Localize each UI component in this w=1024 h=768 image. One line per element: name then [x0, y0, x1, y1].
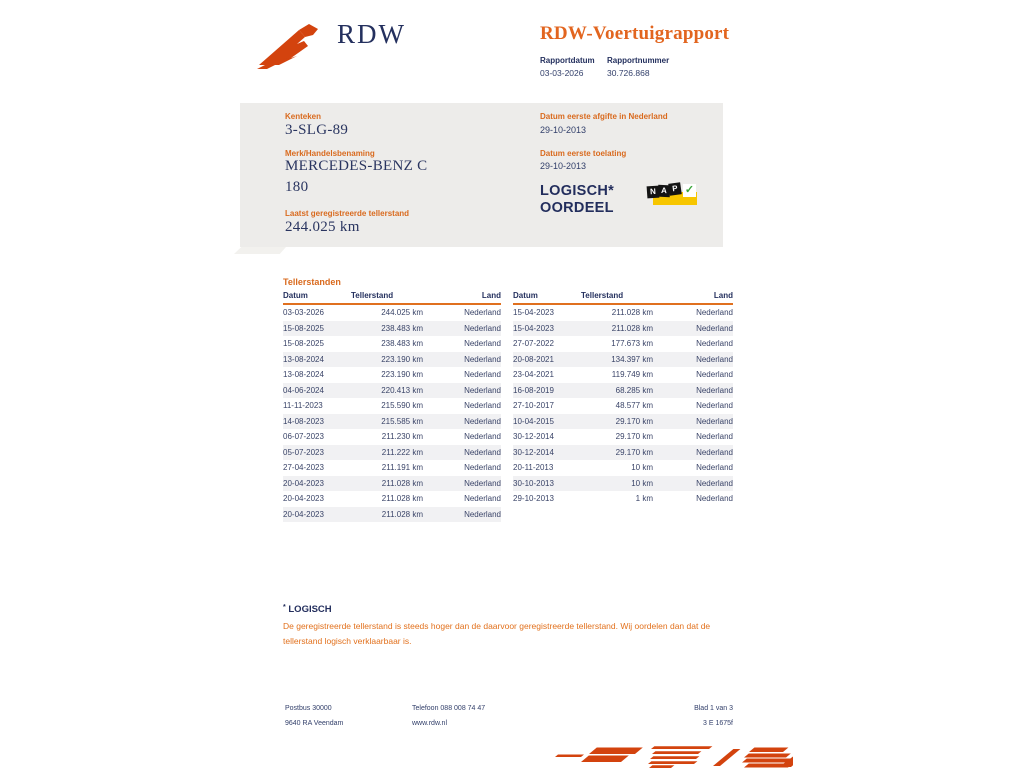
- cell-land: Nederland: [696, 339, 733, 348]
- merk-value: MERCEDES-BENZ C 180: [285, 158, 428, 195]
- table-row: [513, 383, 733, 399]
- col-header-land: Land: [423, 289, 501, 304]
- cell-tellerstand: 68.285 km: [615, 385, 653, 395]
- cell-tellerstand: 244.025 km: [381, 308, 423, 317]
- cell-land: Nederland: [696, 494, 733, 503]
- cell-land: Nederland: [696, 370, 733, 379]
- table-row: [283, 507, 501, 523]
- cell-datum: 05-07-2023: [283, 447, 324, 457]
- cell-tellerstand: 119.749 km: [611, 370, 653, 379]
- cell-tellerstand: 48.577 km: [615, 401, 653, 410]
- footer-address-line2: 9640 RA Veendam: [285, 720, 344, 727]
- cell-datum: 15-08-2025: [283, 323, 324, 333]
- table-header-row: [283, 289, 501, 304]
- report-date-label: Rapportdatum: [540, 56, 595, 65]
- rdw-wing-graphic: [553, 741, 793, 768]
- cell-datum: 27-10-2017: [513, 401, 554, 410]
- cell-datum: 15-08-2025: [283, 339, 324, 348]
- cell-datum: 06-07-2023: [283, 432, 324, 441]
- cell-tellerstand: 211.028 km: [381, 494, 423, 503]
- col-header-tellerstand: Tellerstand: [581, 289, 653, 304]
- cell-tellerstand: 177.673 km: [611, 339, 653, 348]
- cell-land: Nederland: [464, 494, 501, 503]
- cell-tellerstand: 29.170 km: [615, 447, 653, 457]
- table-row: [513, 491, 733, 507]
- eerste-toelating-label: Datum eerste toelating: [540, 149, 627, 158]
- cell-land: Nederland: [464, 308, 501, 317]
- report-title: RDW-Voertuigrapport: [540, 23, 730, 44]
- cell-land: Nederland: [696, 432, 733, 441]
- cell-land: Nederland: [464, 509, 501, 519]
- cell-datum: 29-10-2013: [513, 494, 554, 503]
- cell-datum: 15-04-2023: [513, 308, 554, 317]
- cell-datum: 13-08-2024: [283, 354, 324, 364]
- footer-form-code: 3 E 1675f: [703, 720, 733, 727]
- cell-tellerstand: 220.413 km: [381, 385, 423, 395]
- tellerstanden-table-left: [283, 289, 501, 522]
- nap-logo: [647, 183, 699, 209]
- cell-datum: 20-04-2023: [283, 478, 324, 488]
- cell-land: Nederland: [464, 385, 501, 395]
- cell-datum: 11-11-2023: [283, 401, 323, 410]
- cell-datum: 16-08-2019: [513, 385, 554, 395]
- cell-land: Nederland: [696, 416, 733, 426]
- cell-land: Nederland: [696, 463, 733, 472]
- cell-datum: 20-08-2021: [513, 354, 554, 364]
- cell-datum: 20-04-2023: [283, 494, 324, 503]
- table-row: [283, 460, 501, 476]
- eerste-afgifte-label: Datum eerste afgifte in Nederland: [540, 112, 668, 121]
- report-date-value: 03-03-2026: [540, 68, 584, 78]
- table-row: [283, 414, 501, 430]
- rdw-wordmark: RDW: [337, 19, 406, 49]
- table-row: [513, 476, 733, 492]
- cell-land: Nederland: [464, 323, 501, 333]
- report-number-value: 30.726.868: [607, 68, 650, 78]
- table-row: [513, 445, 733, 461]
- cell-tellerstand: 238.483 km: [381, 323, 423, 333]
- cell-land: Nederland: [696, 354, 733, 364]
- cell-land: Nederland: [464, 370, 501, 379]
- cell-tellerstand: 211.028 km: [611, 308, 653, 317]
- eerste-afgifte-value: 29-10-2013: [540, 125, 587, 135]
- cell-datum: 30-10-2013: [513, 478, 554, 488]
- cell-tellerstand: 211.230 km: [381, 432, 423, 441]
- table-row: [283, 336, 501, 352]
- cell-datum: 20-04-2023: [283, 509, 324, 519]
- cell-land: Nederland: [464, 401, 501, 410]
- tellerstand-label: Laatst geregistreerde tellerstand: [285, 209, 410, 218]
- cell-tellerstand: 215.590 km: [381, 401, 423, 410]
- cell-land: Nederland: [696, 447, 733, 457]
- table-row: [513, 460, 733, 476]
- cell-tellerstand: 1 km: [635, 494, 653, 503]
- col-header-land: Land: [653, 289, 733, 304]
- cell-datum: 27-04-2023: [283, 463, 324, 472]
- cell-land: Nederland: [464, 478, 501, 488]
- col-header-datum: Datum: [283, 289, 351, 304]
- cell-tellerstand: 29.170 km: [615, 416, 653, 426]
- table-header-row: [513, 289, 733, 304]
- table-row: [283, 352, 501, 368]
- cell-land: Nederland: [464, 416, 501, 426]
- cell-land: Nederland: [696, 385, 733, 395]
- cell-land: Nederland: [696, 308, 733, 317]
- cell-datum: 23-04-2021: [513, 370, 554, 379]
- table-row: [513, 304, 733, 321]
- kenteken-label: Kenteken: [285, 112, 322, 121]
- footnote-body: De geregistreerde tellerstand is steeds hoger dan de daarvoor geregistreerde tellerstand. Wij oordelen dan dat de tellerstand logisch verklaarbaar is.: [283, 621, 711, 646]
- cell-datum: 10-04-2015: [513, 416, 554, 426]
- footnote-title-text: LOGISCH: [288, 604, 332, 615]
- cell-datum: 03-03-2026: [283, 308, 324, 317]
- cell-tellerstand: 211.191 km: [381, 463, 423, 472]
- cell-tellerstand: 238.483 km: [381, 339, 423, 348]
- tellerstanden-heading: Tellerstanden: [283, 277, 341, 287]
- footnote-asterisk: *: [283, 604, 286, 611]
- cell-datum: 13-08-2024: [283, 370, 324, 379]
- table-row: [283, 304, 501, 321]
- nap-letter-p: P: [668, 182, 682, 196]
- table-row: [283, 445, 501, 461]
- cell-tellerstand: 211.222 km: [381, 447, 423, 457]
- table-row: [513, 352, 733, 368]
- cell-tellerstand: 10 km: [631, 463, 653, 472]
- nap-letter-n: N: [647, 186, 660, 199]
- table-row: [513, 429, 733, 445]
- cell-tellerstand: 223.190 km: [381, 354, 423, 364]
- cell-tellerstand: 29.170 km: [615, 432, 653, 441]
- cell-land: Nederland: [464, 432, 501, 441]
- cell-land: Nederland: [696, 323, 733, 333]
- cell-land: Nederland: [464, 447, 501, 457]
- footer-address: [285, 701, 343, 731]
- col-header-datum: Datum: [513, 289, 581, 304]
- table-row: [513, 336, 733, 352]
- cell-land: Nederland: [464, 463, 501, 472]
- cell-datum: 30-12-2014: [513, 447, 554, 457]
- cell-tellerstand: 215.585 km: [381, 416, 423, 426]
- table-row: [283, 491, 501, 507]
- merk-label: Merk/Handelsbenaming: [285, 149, 375, 158]
- cell-tellerstand: 211.028 km: [381, 509, 423, 519]
- oordeel-text: [540, 183, 614, 217]
- checkmark-icon: ✓: [684, 184, 695, 196]
- cell-datum: 15-04-2023: [513, 323, 554, 333]
- table-row: [283, 321, 501, 337]
- cell-datum: 14-08-2023: [283, 416, 324, 426]
- cell-tellerstand: 223.190 km: [381, 370, 423, 379]
- footer-address-line1: Postbus 30000: [285, 705, 332, 712]
- footer-phone: Telefoon 088 008 74 47: [412, 705, 486, 712]
- nap-letter-a: A: [658, 185, 671, 198]
- cell-land: Nederland: [696, 401, 733, 410]
- report-number-label: Rapportnummer: [607, 56, 670, 65]
- kenteken-value: 3-SLG-89: [285, 122, 349, 138]
- cell-land: Nederland: [696, 478, 733, 488]
- oordeel-line1: LOGISCH*: [540, 183, 615, 199]
- cell-datum: 30-12-2014: [513, 432, 554, 441]
- rdw-bird-icon: [255, 20, 335, 70]
- cell-land: Nederland: [464, 354, 501, 364]
- cell-tellerstand: 134.397 km: [611, 354, 653, 364]
- eerste-toelating-value: 29-10-2013: [540, 161, 587, 171]
- table-row: [513, 398, 733, 414]
- oordeel-line2: OORDEEL: [540, 200, 614, 216]
- table-row: [283, 398, 501, 414]
- cell-datum: 04-06-2024: [283, 385, 324, 395]
- table-row: [283, 429, 501, 445]
- cell-land: Nederland: [464, 339, 501, 348]
- cell-datum: 27-07-2022: [513, 339, 554, 348]
- cell-tellerstand: 211.028 km: [611, 323, 653, 333]
- table-row: [513, 321, 733, 337]
- footer-meta: [633, 701, 733, 731]
- box-corner-fold: [234, 247, 286, 254]
- footer-page-number: Blad 1 van 3: [694, 705, 733, 712]
- footer-contact: [412, 701, 485, 731]
- cell-tellerstand: 10 km: [631, 478, 653, 488]
- cell-datum: 20-11-2013: [513, 463, 554, 472]
- footnote-title: [283, 604, 332, 615]
- footer-website[interactable]: www.rdw.nl: [412, 720, 448, 727]
- table-row: [283, 367, 501, 383]
- vehicle-summary-box: [240, 103, 723, 247]
- tellerstanden-table-right: [513, 289, 733, 507]
- tellerstand-value: 244.025 km: [285, 219, 360, 235]
- table-row: [283, 383, 501, 399]
- table-row: [513, 414, 733, 430]
- col-header-tellerstand: Tellerstand: [351, 289, 423, 304]
- cell-tellerstand: 211.028 km: [381, 478, 423, 488]
- table-row: [283, 476, 501, 492]
- table-row: [513, 367, 733, 383]
